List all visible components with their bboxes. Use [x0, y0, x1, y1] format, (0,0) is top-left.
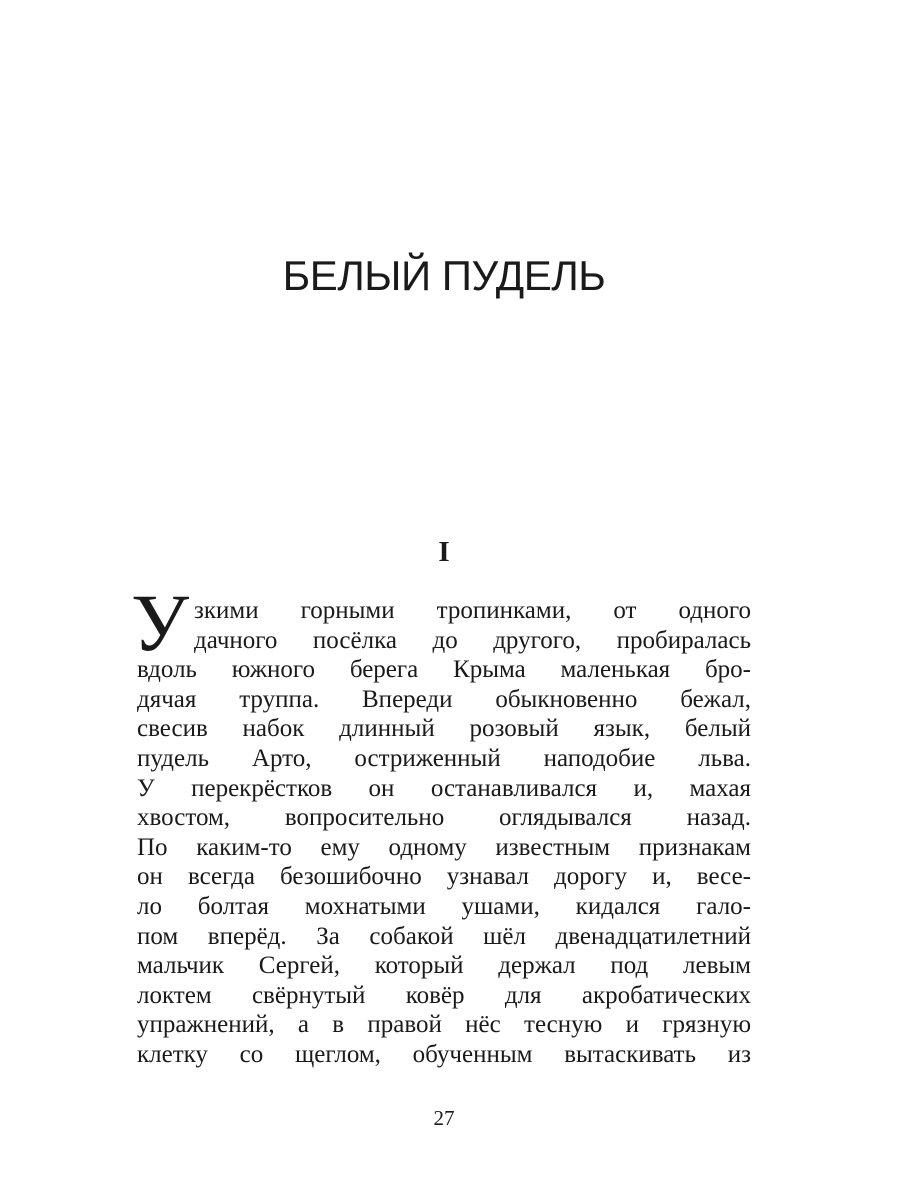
- text-line: вдоль южного берега Крыма маленькая бро-: [137, 656, 751, 684]
- text-line: свесив набок длинный розовый язык, белый: [137, 715, 751, 743]
- story-title: БЕЛЫЙ ПУДЕЛЬ: [282, 252, 606, 299]
- text-line: мальчик Сергей, который держал под левым: [137, 952, 751, 980]
- page-number: 27: [433, 1106, 455, 1130]
- text-line: пудель Арто, остриженный наподобие льва.: [137, 744, 751, 772]
- text-line: пом вперёд. За собакой шёл двенадцатилетний: [137, 922, 751, 950]
- text-line: У перекрёстков он останавливался и, махая: [137, 774, 751, 802]
- text-line: дачного посёлка до другого, пробиралась: [194, 626, 751, 654]
- text-line: клетку со щеглом, обученным вытаскивать из: [137, 1040, 751, 1068]
- text-line: локтем свёрнутый ковёр для акробатических: [137, 981, 751, 1009]
- text-line: ло болтая мохнатыми ушами, кидался гало-: [137, 892, 751, 920]
- text-line: хвостом, вопросительно оглядывался назад.: [137, 804, 751, 832]
- text-line: он всегда безошибочно узнавал дорогу и, весе-: [137, 863, 751, 891]
- text-line: По каким-то ему одному известным признакам: [137, 833, 751, 861]
- body-text: [131, 577, 751, 1070]
- text-line: дячая труппа. Впереди обыкновенно бежал,: [137, 685, 751, 713]
- chapter-number: I: [438, 536, 450, 568]
- text-line: зкими горными тропинками, от одного: [194, 597, 751, 624]
- drop-cap: У: [131, 577, 190, 668]
- text-line: упражнений, а в правой нёс тесную и грязную: [137, 1011, 751, 1039]
